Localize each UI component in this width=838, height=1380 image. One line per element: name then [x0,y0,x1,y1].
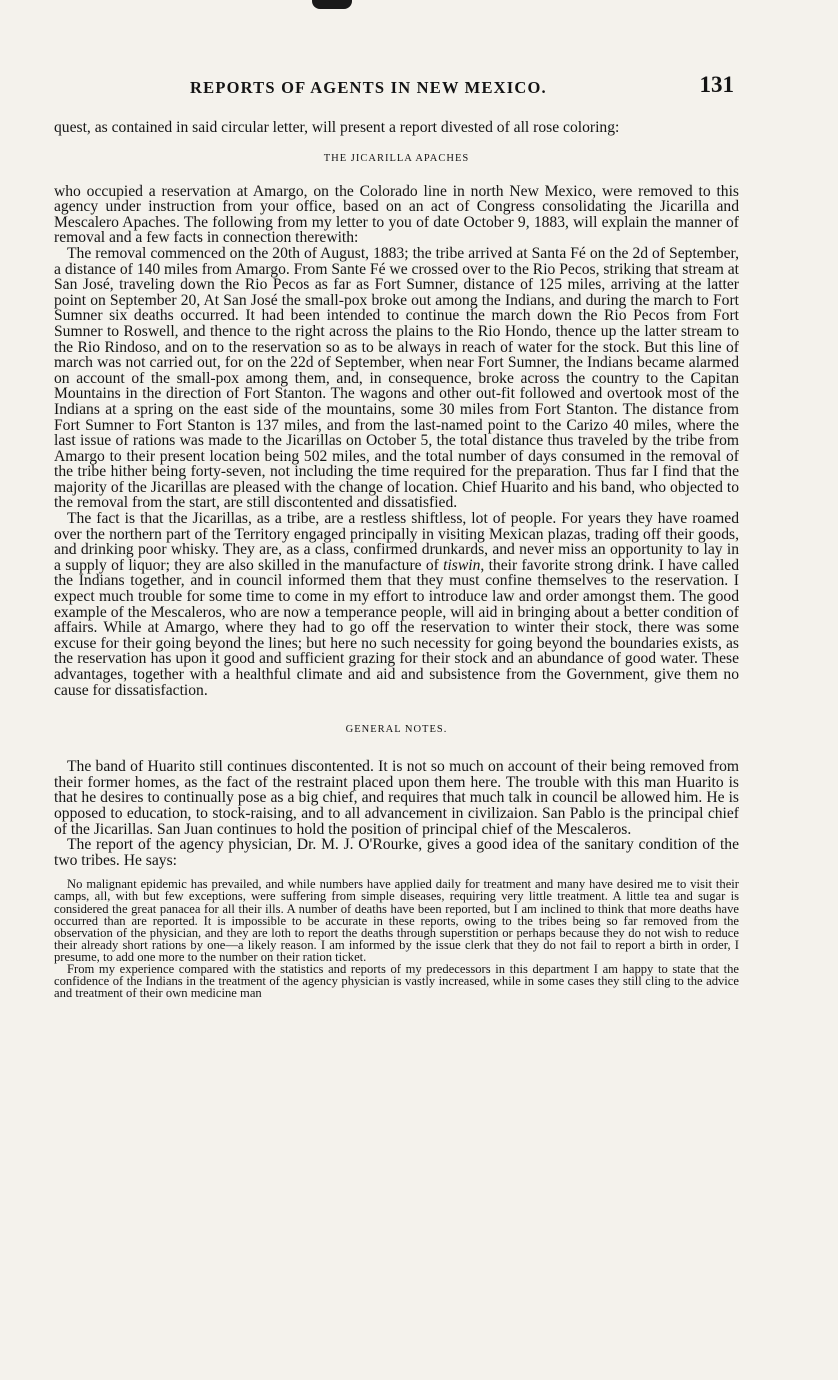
running-title: REPORTS OF AGENTS IN NEW MEXICO. [190,78,547,97]
paragraph-jicarilla-character [54,511,739,698]
paragraph-huarito: The band of Huarito still continues discontented. It is not so much on account of their being removed from their former homes, as the fact of the restraint placed upon them here. The trouble with this man Huarito is that he desires to continually pose as a big chief, and requires that much talk in council be allowed him. He is opposed to education, to stock-raising, and to all advancement in civilizaion. San Pablo is the principal chief of the Jicarillas. San Juan continues to hold the position of principal chief of the Mescaleros. [54,758,739,838]
page-body [54,120,739,999]
paragraph-removal: The removal commenced on the 20th of August, 1883; the tribe arrived at Santa Fé on the 2d of September, a distance of 140 miles from Amargo. From Sante Fé we crossed over to the Rio Pecos, striking that stream at San José, traveling down the Rio Pecos as far as Fort Sumner, distance of 125 miles, arriving at the latter point on September 20, At San José the small-pox broke out among the Indians, and during the march to Fort Sumner six deaths occurred. It had been intended to continue the march down the Rio Pecos from Fort Sumner to Roswell, and thence to the right across the plains to the Rio Hondo, thence up the latter stream to the Rio Rindoso, and on to the reservation so as to be always in reach of water for the stock. But this line of march was not carried out, for on the 22d of September, when near Fort Sumner, the Indians became alarmed on account of the small-pox among them, and, in consequence, broke across the country to the Capitan Mountains in the direction of Fort Stanton. The wagons and other out-fit followed and overtook most of the Indians at a spring on the east side of the mountains, some 30 miles from Fort Stanton. The distance from Fort Sumner to Fort Stanton is 137 miles, and from the last-named point to the Carizo 40 miles, where the last issue of rations was made to the Jicarillas on October 5, the total distance thus traveled by the tribe from Amargo to their present location being 502 miles, and the total number of days consumed in the removal of the tribe hither being forty-seven, not including the time required for the preparation. Thus far I find that the majority of the Jicarillas are pleased with the change of location. Chief Huarito and his band, who objected to the removal from the start, are still discontented and dissatisfied. [54,244,739,512]
quote-epidemic: No malignant epidemic has prevailed, and while numbers have applied daily for treatment and many have desired me to visit their camps, all, with but few exceptions, were suffering from simple diseases, requiring very little treatment. A little tea and sugar is considered the great panacea for all their ills. A number of deaths have been reported, but I am inclined to think that more deaths have occurred than are reported. It is impossible to be accurate in these reports, owing to the tribes being so far removed from the observation of the physician, and they are loth to report the deaths through superstition or perhaps because they do not wish to reduce their already short rations by one—a likely reason. I am informed by the issue clerk that they do not fail to report a birth in order, I presume, to add one more to the number on their ration ticket. [54,877,739,964]
paragraph-physician-report: The report of the agency physician, Dr. M. J. O'Rourke, gives a good idea of the sanitary condition of the two tribes. He says: [54,836,739,869]
fact-text-end: , their favorite strong drink. I have called the Indians together, and in council informed them that they must confine themselves to the reservation. I expect much trouble for some time to come in my effort to introduce law and order amongst them. The good example of the Mescaleros, who are now a temperance people, will aid in bringing about a better condition of affairs. While at Amargo, where they had to go off the reservation to winter their stock, there was some excuse for their going beyond the lines; but here no such necessity for going beyond the boundaries exists, as the reservation has upon it good and sufficient grazing for their stock and an abundance of good water. These advantages, together with a healthful climate and aid and subsistence from the Government, give them no cause for dissatisfaction. [54,556,739,699]
fact-text-start: The fact is that the Jicarillas, as a tribe, are a restless shiftless, lot of people. For years they have roamed over the northern part of the Territory engaged principally in visiting Mexican plazas, trading off their goods, and drinking poor whisky. They are, as a class, confirmed drunkards, and never miss an opportunity to lay in a supply of liquor; they are also skilled in the manufacture of [54,510,739,574]
paragraph-intro: quest, as contained in said circular letter, will present a report divested of all rose coloring: [54,119,620,136]
heading-jicarilla-apaches: THE JICARILLA APACHES [323,152,470,164]
heading-general-notes: GENERAL NOTES. [345,724,448,736]
quote-experience: From my experience compared with the statistics and reports of my predecessors in this department I am happy to state that the confidence of the Indians in the treatment of the agency physician is vastly increased, while in some cases they still cling to the advice and treatment of their own medicine man [54,962,739,1001]
main-text [54,120,739,868]
tiswin-term: tiswin [443,556,481,574]
physician-quotation [54,878,739,999]
paragraph-jicarilla-removal-intro: who occupied a reservation at Amargo, on the Colorado line in north New Mexico, were removed to this agency under instruction from your office, based on an act of Congress consolidating the Jicarilla and Mescalero Apaches. The following from my letter to you of date October 9, 1883, will explain the manner of removal and a few facts in connection therewith: [54,182,739,247]
page-header [56,72,740,106]
page-number: 131 [699,72,734,97]
binding-mark [312,0,352,9]
